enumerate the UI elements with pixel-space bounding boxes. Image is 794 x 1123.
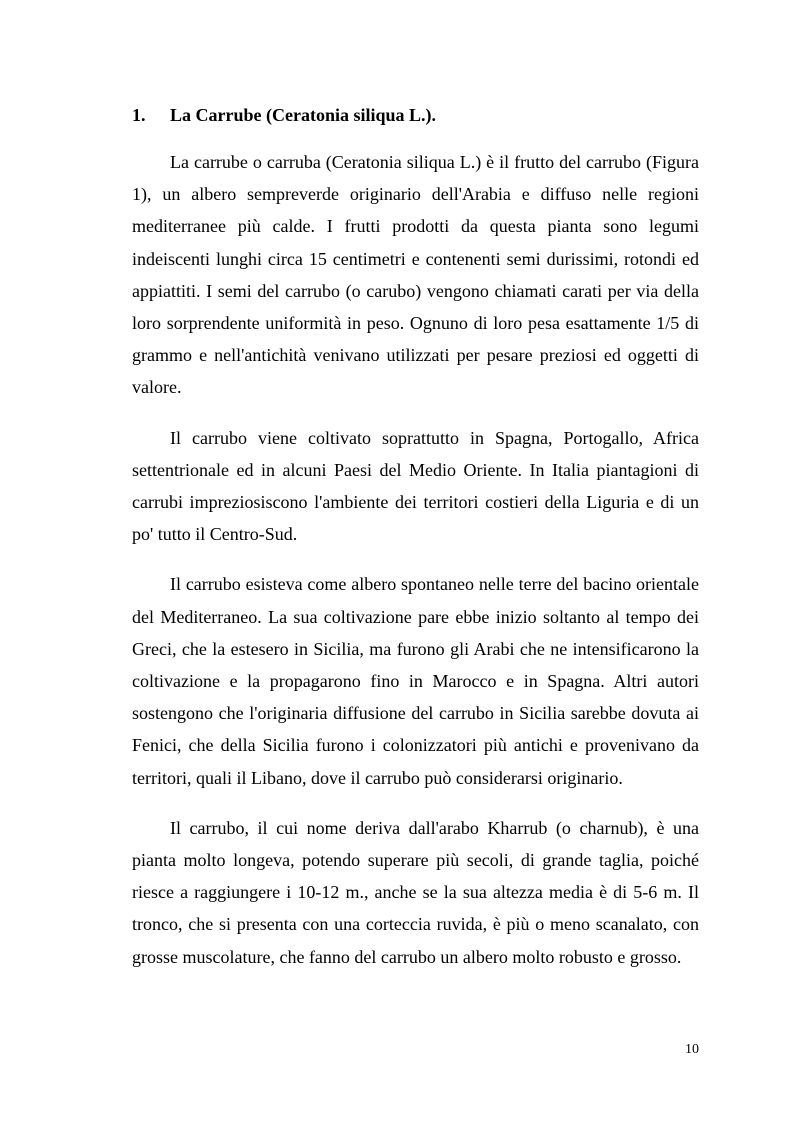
- section-heading: [132, 100, 699, 130]
- section-title: La Carrube (Ceratonia siliqua L.).: [170, 105, 437, 125]
- page-number: 10: [685, 1042, 699, 1057]
- paragraph-cultivation: Il carrubo viene coltivato soprattutto in Spagna, Portogallo, Africa settentrionale ed in alcuni Paesi del Medio Oriente. In Italia piantagioni di carrubi impreziosiscono l'ambiente dei territori costieri della Liguria e di un po' tutto il Centro-Sud.: [132, 427, 699, 545]
- section-number: 1.: [132, 105, 146, 125]
- page-body: [132, 100, 699, 973]
- paragraph-history: Il carrubo esisteva come albero spontaneo nelle terre del bacino orientale del Mediterraneo. La sua coltivazione pare ebbe inizio soltanto al tempo dei Greci, che la estesero in Sicilia, ma furono gli Arabi che ne intensificarono la coltivazione e la propagarono fino in Marocco e in Spagna. Altri autori sostengono che l'originaria diffusione del carrubo in Sicilia sarebbe dovuta ai Fenici, che della Sicilia furono i colonizzatori più antichi e provenivano da territori, quali il Libano, dove il carrubo può considerarsi originario.: [132, 574, 699, 788]
- paragraph-carrube-intro: La carrube o carruba (Ceratonia siliqua L.) è il frutto del carrubo (Figura 1), un albero sempreverde originario dell'Arabia e diffuso nelle regioni mediterranee più calde. I frutti prodotti da questa pianta sono legumi indeiscenti lunghi circa 15 centimetri e contenenti semi durissimi, rotondi ed appiattiti. I semi del carrubo (o carubo) vengono chiamati carati per via della loro sorprendente uniformità in peso. Ognuno di loro pesa esattamente 1/5 di grammo e nell'antichità venivano utilizzati per pesare preziosi ed oggetti di valore.: [132, 152, 699, 398]
- paragraph-description: Il carrubo, il cui nome deriva dall'arabo Kharrub (o charnub), è una pianta molto longeva, potendo superare più secoli, di grande taglia, poiché riesce a raggiungere i 10-12 m., anche se la sua altezza media è di 5-6 m. Il tronco, che si presenta con una corteccia ruvida, è più o meno scanalato, con grosse muscolature, che fanno del carrubo un albero molto robusto e grosso.: [132, 817, 699, 967]
